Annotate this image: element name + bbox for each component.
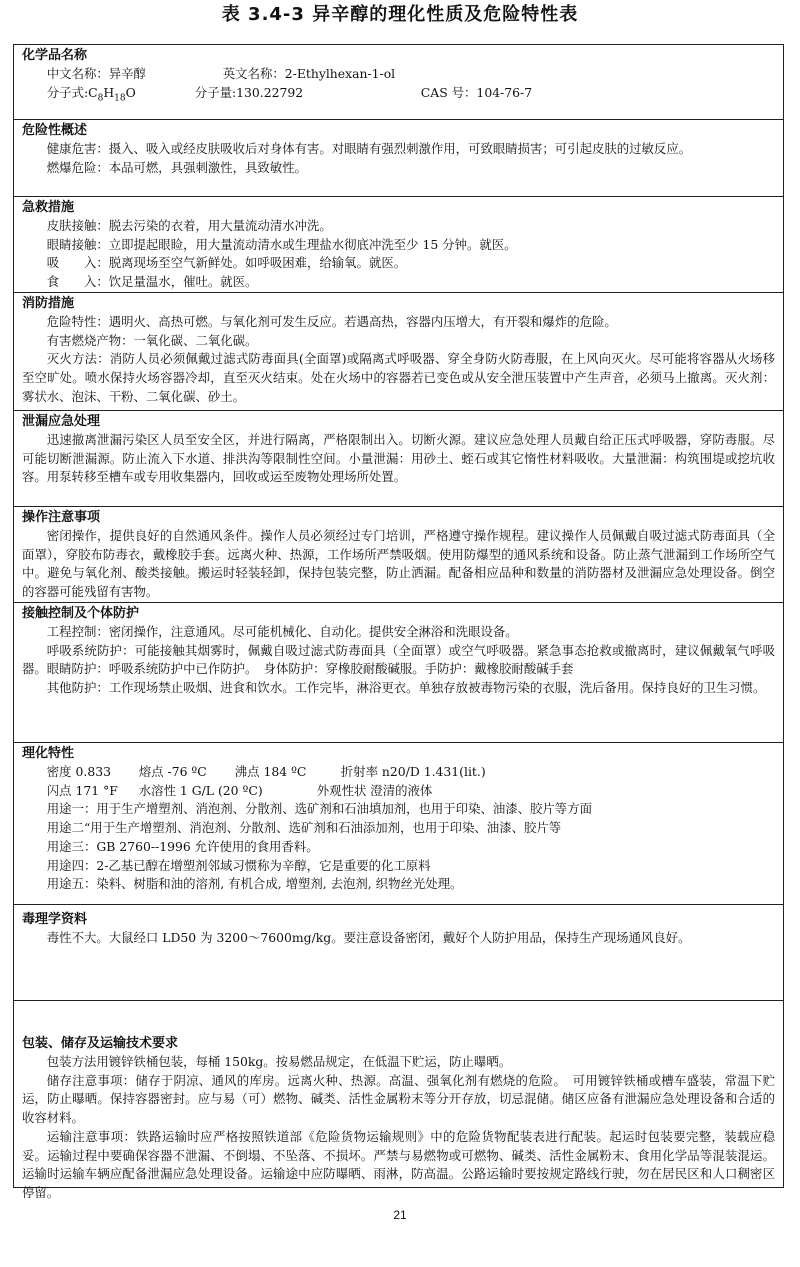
name-row: [22, 65, 775, 84]
ingestion: 食 入：饮足量温水，催吐。就医。: [46, 274, 258, 290]
spill-text: 迅速撤离泄漏污染区人员至安全区，并进行隔离，严格限制出入。切断火源。建议应急处理人员戴自给正压式呼吸器，穿防毒服。尽可能切断泄漏源。防止流入下水道、排洪沟等限制性空间。小量泄漏：用砂土、蛭石或其它惰性材料吸收。大量泄漏：构筑围堤或挖坑收容。用泵转移至槽车或专用收集器内，回收或运至废物处理场所处置。: [22, 432, 775, 485]
cas-number: CAS 号：104-76-7: [420, 84, 533, 100]
flash-point: 闪点 171 °F: [46, 782, 118, 798]
section-handling: [14, 506, 783, 602]
page-number: 21: [393, 1208, 407, 1222]
section-heading: 包装、储存及运输技术要求: [22, 1036, 179, 1051]
use-4: 用途四：2-乙基已醇在增塑剂邻域习惯称为辛醇，它是重要的化工原料: [46, 857, 431, 873]
storage-notes: 储存注意事项：储存于阴凉、通风的库房。远离火种、热源。高温、强氧化剂有燃烧的危险。 可用镀锌铁桶或槽车盛装，常温下贮运，防止曝晒。保持容器密封。应与易（可）燃物、碱类、活性金属粉末等分开存放，切忌混储。储区应备有泄漏应急处理设备和合适的收容材料。: [22, 1072, 775, 1126]
formula-row: [22, 84, 775, 108]
section-exposure: [14, 602, 783, 742]
section-physical: [14, 742, 783, 904]
inhalation: 吸 入：脱离现场至空气新鲜处。如呼吸困难，给输氧。就医。: [46, 255, 407, 271]
boiling-point: 沸点 184 ºC: [234, 764, 307, 779]
density: 密度 0.833: [46, 764, 111, 779]
toxicology-text: 毒性不大。大鼠经口 LD50 为 3200～7600mg/kg。要注意设备密闭，戴好个人防护用品，保持生产现场通风良好。: [46, 930, 691, 945]
formula-c-count: 8: [97, 93, 104, 104]
extinguish-method: 灭火方法：消防人员必须佩戴过滤式防毒面具(全面罩)或隔离式呼吸器、穿全身防火防毒服，在上风向灭火。尽可能将容器从火场移至空旷处。喷水保持火场容器冷却，直至灭火结束。处在火场中的容器若已变色或从安全泄压装置中产生声音，必须马上撤离。灭火剂：雾状水、泡沫、干粉、二氧化碳、砂土。: [22, 351, 775, 404]
section-heading: 急救措施: [22, 200, 75, 215]
section-toxicology: [14, 904, 783, 1000]
respiratory-protection: 呼吸系统防护：可能接触其烟雾时，佩戴自吸过滤式防毒面具（全面罩）或空气呼吸器。紧急事态抢救或撤离时，建议佩戴氧气呼吸器。眼睛防护：呼吸系统防护中已作防护。 身体防护：穿橡胶耐酸碱服。手防护：戴橡胶耐酸碱手套: [22, 642, 775, 677]
section-heading: 接触控制及个体防护: [22, 606, 140, 621]
property-table: [13, 44, 784, 1200]
section-heading: 泄漏应急处理: [22, 414, 101, 429]
formula-h: H: [103, 84, 115, 100]
use-1: 用途一：用于生产增塑剂、消泡剂、分散剂、选矿剂和石油填加剂，也用于印染、油漆、胶片等方面: [46, 801, 592, 817]
section-first-aid: [14, 196, 783, 292]
formula-h-count: 18: [114, 93, 126, 104]
section-heading: 化学品名称: [22, 48, 88, 63]
combustion-products: 有害燃烧产物：一氧化碳、二氧化碳。: [46, 332, 258, 348]
other-protection: 其他防护：工作现场禁止吸烟、进食和饮水。工作完毕，淋浴更衣。单独存放被毒物污染的衣服，洗后备用。保持良好的卫生习惯。: [46, 680, 766, 696]
section-heading: 毒理学资料: [22, 912, 88, 927]
section-heading: 消防措施: [22, 296, 75, 311]
formula-c: 分子式:C: [46, 84, 98, 100]
skin-contact: 皮肤接触：脱去污染的衣着，用大量流动清水冲洗。: [46, 218, 332, 233]
melting-point: 熔点 -76 ºC: [138, 764, 207, 779]
physical-row-1: [22, 763, 775, 782]
engineering-control: 工程控制：密闭操作，注意通风。尽可能机械化、自动化。提供安全淋浴和洗眼设备。: [46, 624, 518, 639]
packing-method: 包装方法用镀锌铁桶包装，每桶 150kg。按易燃品规定，在低温下贮运，防止曝晒。: [46, 1054, 512, 1069]
section-heading: 操作注意事项: [22, 510, 101, 525]
fire-hazard: 燃爆危险：本品可燃，具强刺激性，具致敏性。: [46, 159, 307, 175]
fire-danger: 危险特性：遇明火、高热可燃。与氧化剂可发生反应。若遇高热，容器内压增大，有开裂和爆炸的危险。: [46, 314, 617, 329]
section-hazard: [14, 119, 783, 196]
refractive-index: 折射率 n20/D 1.431(lit.): [340, 764, 486, 779]
molecular-weight: 分子量:130.22792: [194, 84, 304, 100]
en-name: 英文名称：2-Ethylhexan-1-ol: [222, 66, 396, 81]
use-5: 用途五：染料、树脂和油的溶剂, 有机合成, 增塑剂, 去泡剂, 织物丝光处理。: [46, 876, 463, 892]
table-title: 表 3.4-3 异辛醇的理化性质及危险特性表: [221, 4, 579, 25]
eye-contact: 眼睛接触：立即提起眼睑，用大量流动清水或生理盐水彻底冲洗至少 15 分钟。就医。: [46, 236, 517, 252]
section-storage: [14, 1000, 783, 1200]
section-heading: 理化特性: [22, 746, 75, 761]
water-solubility: 水溶性 1 G/L (20 ºC): [138, 782, 263, 798]
use-3: 用途三：GB 2760--1996 允许使用的食用香料。: [46, 838, 319, 854]
physical-row-2: [22, 782, 775, 801]
section-spill: [14, 410, 783, 506]
transport-notes: 运输注意事项：铁路运输时应严格按照铁道部《危险货物运输规则》中的危险货物配装表进行配装。起运时包装要完整，装载应稳妥。运输过程中要确保容器不泄漏、不倒塌、不坠落、不损坏。严禁与易燃物或可燃物、碱类、活性金属粉末、食用化学品等混装混运。运输时运输车辆应配备泄漏应急处理设备。运输途中应防曝晒、雨淋，防高温。公路运输时要按规定路线行驶，勿在居民区和人口稠密区停留。: [22, 1128, 775, 1200]
formula-o: O: [125, 84, 136, 100]
section-fire-fighting: [14, 292, 783, 410]
appearance: 外观性状 澄清的液体: [316, 782, 433, 798]
section-heading: 危险性概述: [22, 123, 88, 138]
health-hazard: 健康危害：摄入、吸入或经皮肤吸收后对身体有害。对眼睛有强烈刺激作用，可致眼睛损害；可引起皮肤的过敏反应。: [46, 141, 692, 156]
cn-name: 中文名称：异辛醇: [46, 66, 146, 81]
molecular-formula: [47, 84, 195, 108]
handling-text: 密闭操作，提供良好的自然通风条件。操作人员必须经过专门培训，严格遵守操作规程。建议操作人员佩戴自吸过滤式防毒面具（全面罩），穿胶布防毒衣，戴橡胶手套。远离火种、热源，工作场所严禁吸烟。使用防爆型的通风系统和设备。防止蒸气泄漏到工作场所空气中。避免与氧化剂、酸类接触。搬运时轻装轻卸，保持包装完整，防止洒漏。配备相应品种和数量的消防器材及泄漏应急处理设备。倒空的容器可能残留有害物。: [22, 528, 775, 600]
use-2: 用途二“用于生产增塑剂、消泡剂、分散剂、选矿剂和石油添加剂，也用于印染、油漆、胶片等: [46, 820, 562, 836]
section-chemical-name: [14, 45, 783, 119]
